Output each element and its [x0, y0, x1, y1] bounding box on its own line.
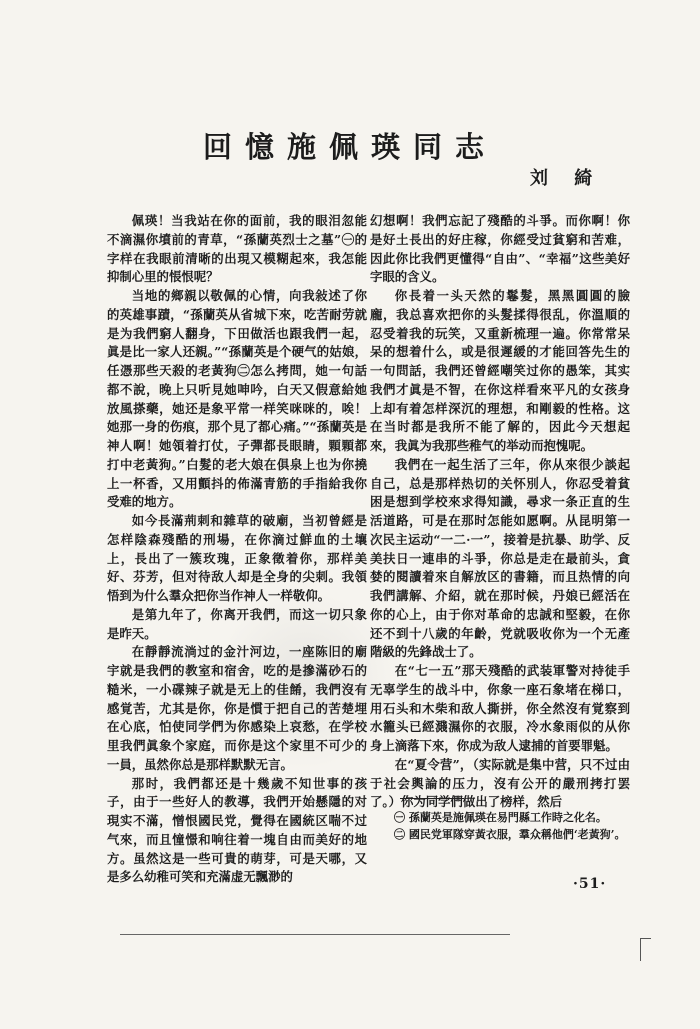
footnotes [394, 810, 629, 844]
page-number: ·51· [573, 876, 607, 892]
paragraph: 那时，我們都还是十幾歲不知世事的孩子，由于一些好人的教導，我們开始懸隱的对現实不滿，憎恨國民党，覺得在國統区喘不过气來，而且憧憬和响往着一塊自由而美好的地方。虽然这是一些可貴的萌芽，可是天哪，又是多么幼稚可笑和充滿虚无飄渺的 [107, 775, 367, 885]
article-author: 刘 綺 [530, 168, 603, 189]
paragraph: 如今長滿荊刺和雜草的破廟，当初曾經是怎样陰森殘酷的刑場，在你滴过鮮血的土壤上，長出了一簇玫瑰，正象徵着你，那样美好、芬芳，但对待敌人却是全身的尖刺。我領悟到为什么羣众把你当作神人一样敬仰。 [107, 513, 367, 603]
paragraph: 你長着一头天然的鬈髮，黑黑圓圓的臉龐，我总喜欢把你的头髮揉得很乱，你溫順的忍受着我的玩笑，又重新梳理一遍。你常常呆呆的想着什么，或是很遲緩的才能回答先生的一句問話，我們还曾經嘲笑过你的愚笨，其实我們才眞是不智，在你这样看來平凡的女孩身上却有着怎样深沉的理想，和剛毅的性格。这在当时都是我所不能了解的，因此今天想起來，我眞为我那些稚气的举动而抱愧呢。 [370, 288, 630, 453]
footnote: ㊁ 國民党軍隊穿黃衣服，羣众稱他們‘老黃狗’。 [394, 828, 626, 841]
article-title: 回憶施佩瑛同志 [202, 130, 497, 165]
bottom-rule [120, 934, 510, 935]
paragraph: 佩瑛！当我站在你的面前，我的眼泪忽能不滴濕你墳前的青草，“孫蘭英烈士之墓”㊀的字样在我眼前清晰的出現又模糊起來，我怎能抑制心里的悵恨呢？ [107, 213, 367, 285]
left-column [107, 212, 367, 887]
right-column [370, 212, 630, 812]
paragraph: 我們在一起生活了三年，你从來很少談起自己，总是那样热切的关怀別人，你忍受着貧困是想到学校來求得知識，尋求一条正直的生活道路，可是在那时怎能如愿啊。从昆明第一次民主运动“一二·一”，接着是抗暴、助学、反美扶日一連串的斗爭，你总是走在最前头，貪婪的閱讀着來自解放区的書籍，而且热情的向我們講解、介紹，就在那时候，丹娘已經活在你的心上，由于你对革命的忠誠和堅毅，在你还不到十八歲的年齡，党就吸收你为一个无產階級的先鋒战士了。 [370, 456, 630, 660]
footnote: ㊀ 孫蘭英是施佩瑛在易門縣工作時之化名。 [394, 811, 607, 824]
paragraph: 在“夏令营”，（实际就是集中营，只不过由于社会輿論的压力，沒有公开的嚴刑拷打罢了。）你为同学們做出了榜样，然后 [370, 756, 630, 810]
paragraph-continued: 幻想啊！我們忘記了殘酷的斗爭。而你啊！你是好土長出的好庄稼，你經受过貧窮和苦难，因此你比我們更懂得“自由”、“幸福”这些美好字眼的含义。 [370, 213, 630, 285]
paragraph: 在“七一五”那天殘酷的武装軍警对持徒手无辜学生的战斗中，你象一座石象堵在梯口，用石头和木柴和敌人撕拼，你全然沒有覚察到水籠头已經濺濕你的衣服，冷水象雨似的从你身上滴落下來，你成为敌人逮捕的首要罪魁。 [370, 663, 630, 753]
paragraph: 当地的鄉親以敬佩的心情，向我敍述了你的英雄事蹟，“孫蘭英从省城下來，吃苦耐劳就是为我們窮人翻身，下田做活也跟我們一起，眞是比一家人还親。”“孫蘭英是个硬气的姑娘，任憑那些天殺的老黃狗㊁怎么拷問，她一句話都不說，晚上只听見她呻吟，白天又假意給她放風搽藥，她还是象平常一样笑咪咪的，唉！她那一身的伤痕，那个見了都心痛。”“孫蘭英是神人啊！她領着打仗，子彈都長眼睛，顆顆都打中老黃狗。”白髮的老大娘在俱泉上也为你撓上一杯香，又用顫抖的佈滿青筋的手指給我你受难的地方。 [107, 288, 367, 510]
footnote-divider [400, 798, 464, 799]
paragraph: 在靜靜流淌过的金汁河边，一座陈旧的廟宇就是我們的教室和宿舍，吃的是摻滿砂石的糙米，一小碟辣子就是无上的佳餚，我們沒有感覚苦，尤其是你，你是慣于把自己的苦楚埋在心底，怕使同学們为你感染上哀愁，在学校里我們眞象个家庭，而你是这个家里不可少的一員，虽然你总是那样默默无言。 [107, 644, 367, 772]
corner-mark [640, 938, 651, 961]
paragraph: 是第九年了，你离开我們，而这一切只象是昨天。 [107, 606, 367, 641]
